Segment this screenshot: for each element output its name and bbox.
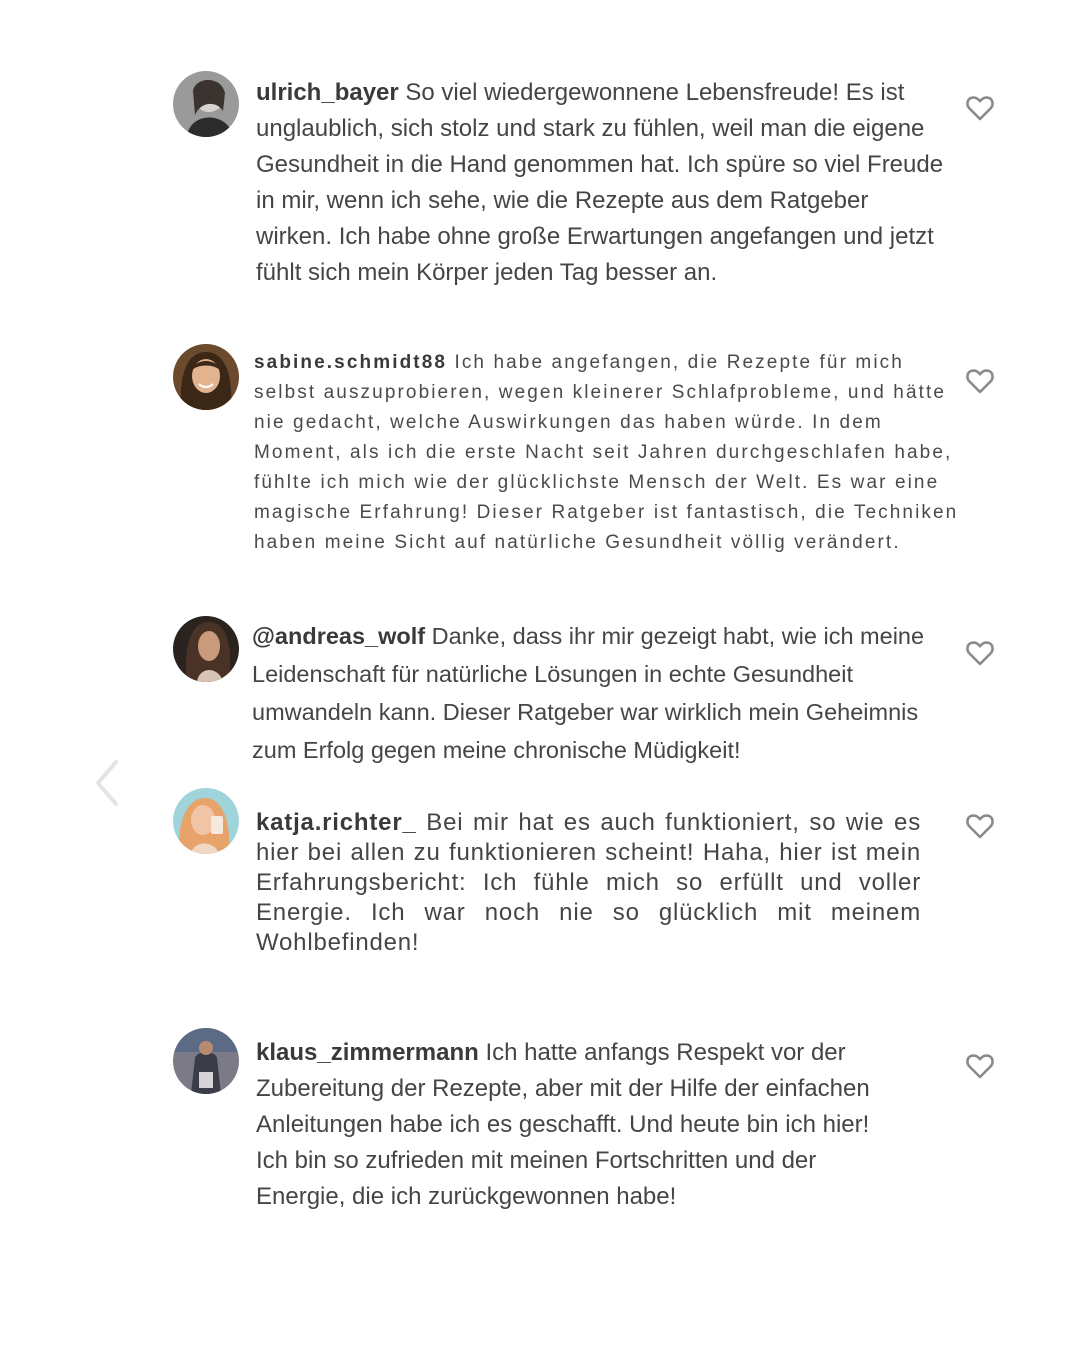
profile-photo [173, 616, 239, 682]
comment-body [252, 617, 952, 769]
comment-body [256, 808, 921, 958]
comment-text: Danke, dass ihr mir gezeigt habt, wie ich meine Leidenschaft für natürliche Lösungen in echte Gesundheit umwandeln kann. Dieser Ratgeber war wirklich mein Geheimnis zum Erfolg gegen meine chronische Müdigkeit! [252, 623, 925, 763]
comment-text: Bei mir hat es auch funktioniert, so wie es hier bei allen zu funktionieren scheint! Haha, hier ist mein Erfahrungsbericht: Ich fühle mich so erfüllt und voller Energie. Ich war noch nie so glücklich mit meinem Wohlbefinden! [256, 809, 922, 956]
heart-outline-icon[interactable] [965, 366, 995, 396]
heart-outline-icon[interactable] [965, 1051, 995, 1081]
comment-username[interactable]: @andreas_wolf [252, 623, 426, 649]
heart-outline-icon[interactable] [965, 93, 995, 123]
comment-username[interactable]: sabine.schmidt88 [254, 352, 448, 373]
comment-text: Ich hatte anfangs Respekt vor der Zubereitung der Rezepte, aber mit der Hilfe der einfachen Anleitungen habe ich es geschafft. Und heute bin ich hier! Ich bin so zufrieden mit meinen Fortschritten und der Energie, die ich zurückgewonnen habe! [256, 1039, 870, 1210]
comment-body [254, 348, 964, 558]
avatar[interactable] [173, 788, 239, 854]
profile-photo [173, 344, 239, 410]
heart-outline-icon[interactable] [965, 638, 995, 668]
avatar[interactable] [173, 616, 239, 682]
avatar[interactable] [173, 1028, 239, 1094]
profile-photo [173, 788, 239, 854]
avatar[interactable] [173, 71, 239, 137]
profile-photo [173, 71, 239, 137]
heart-outline-icon[interactable] [965, 811, 995, 841]
comment-body [256, 1035, 906, 1215]
comment-text: So viel wiedergewonnene Lebensfreude! Es ist unglaublich, sich stolz und stark zu fühlen, weil man die eigene Gesundheit in die Hand genommen hat. Ich spüre so viel Freude in mir, wenn ich sehe, wie die Rezepte aus dem Ratgeber wirken. Ich habe ohne große Erwartungen angefangen und jetzt fühlt sich mein Körper jeden Tag besser an. [256, 79, 944, 286]
chevron-left-icon[interactable] [92, 758, 122, 808]
comment-username[interactable]: katja.richter_ [256, 809, 417, 836]
avatar[interactable] [173, 344, 239, 410]
comment-username[interactable]: klaus_zimmermann [256, 1039, 479, 1066]
comment-text: Ich habe angefangen, die Rezepte für mich selbst auszuprobieren, wegen kleinerer Schlafprobleme, und hätte nie gedacht, welche Auswirkungen das haben würde. In dem Moment, als ich die erste Nacht seit Jahren durchgeschlafen habe, fühlte ich mich wie der glücklichste Mensch der Welt. Es war eine magische Erfahrung! Dieser Ratgeber ist fantastisch, die Techniken haben meine Sicht auf natürliche Gesundheit völlig verändert. [254, 352, 959, 553]
profile-photo [173, 1028, 239, 1094]
comment-username[interactable]: ulrich_bayer [256, 79, 399, 106]
comment-body [256, 75, 946, 291]
